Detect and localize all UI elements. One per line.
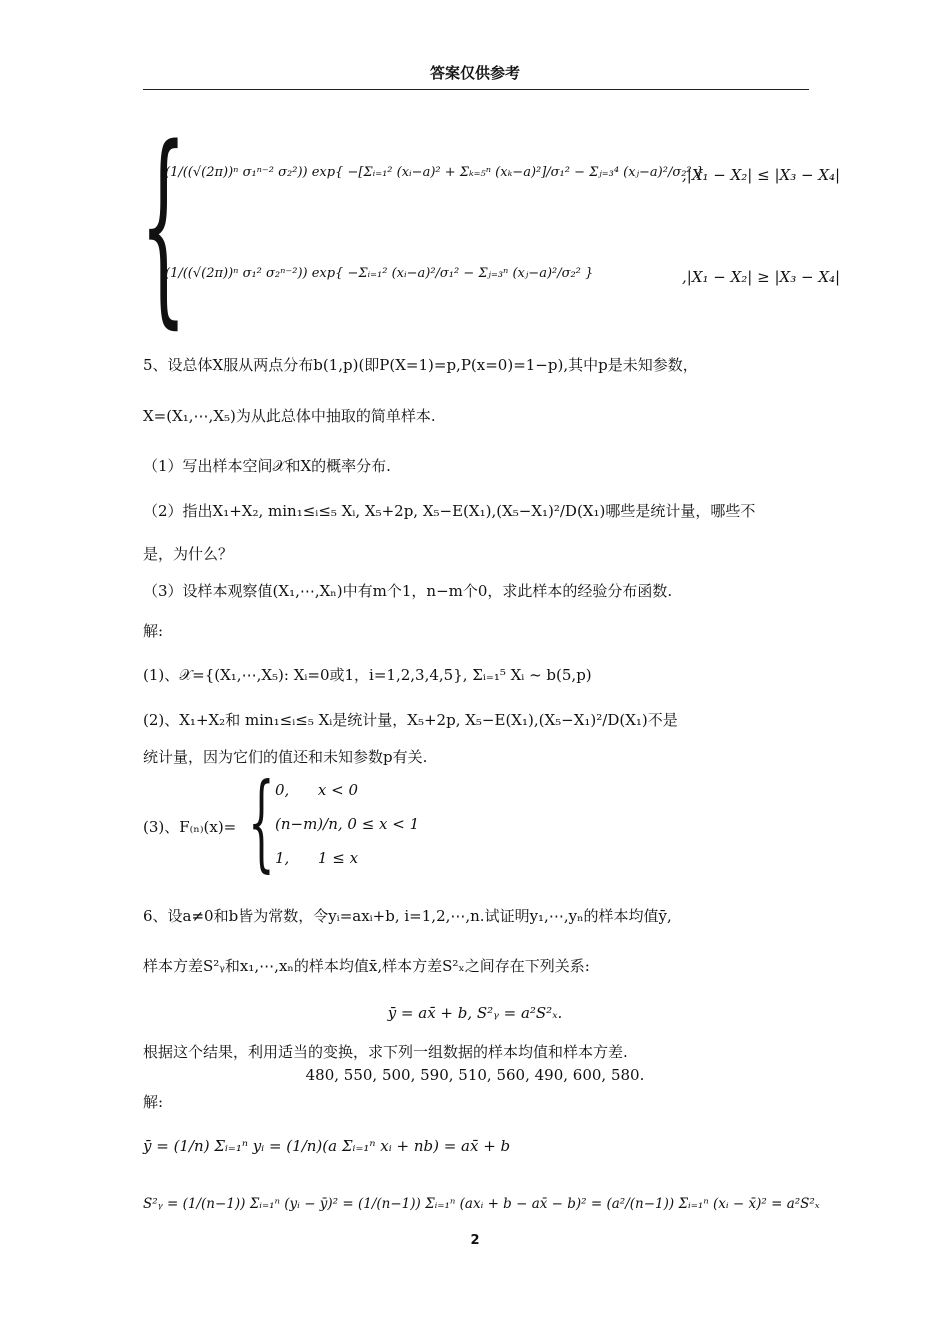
left-brace: {: [140, 102, 187, 347]
problem6-intro: 6、设a≠0和b皆为常数，令yᵢ=axᵢ+b, i=1,2,⋯,n.试证明y₁,⋯,yₙ的样本均值ȳ,: [143, 907, 672, 925]
answer-3-case-1: 0, x < 0: [275, 781, 359, 799]
problem6-data: 480, 550, 500, 590, 510, 560, 490, 600, 580.: [305, 1066, 645, 1084]
formula-row-1: (1/((√(2π))ⁿ σ₁ⁿ⁻² σ₂²)) exp{ −[Σᵢ₌₁² (xᵢ−a)² + Σₖ₌₅ⁿ (xₖ−a)²]/σ₁² − Σⱼ₌₃⁴ (xⱼ−a)²/σ₂² }: [165, 165, 705, 180]
answer-3-case-2: (n−m)/n, 0 ≤ x < 1: [275, 815, 420, 833]
problem5-answer-2-cont: 统计量，因为它们的值还和未知参数p有关.: [143, 748, 428, 766]
problem6-task: 根据这个结果，利用适当的变换，求下列一组数据的样本均值和样本方差.: [143, 1043, 628, 1061]
page-header-title: 答案仅供参考: [429, 64, 520, 82]
problem5-question-2-cont: 是，为什么？: [143, 545, 234, 563]
problem5-answer-3-label: (3)、F₍ₙ₎(x)=: [143, 818, 237, 836]
header-rule: [143, 89, 809, 90]
problem6-relation: ȳ = ax̄ + b, S²ᵧ = a²S²ₓ.: [387, 1004, 563, 1022]
problem5-solution-label: 解:: [143, 622, 164, 640]
problem6-variance-equation: S²ᵧ = (1/(n−1)) Σᵢ₌₁ⁿ (yᵢ − ȳ)² = (1/(n−1)) Σᵢ₌₁ⁿ (axᵢ + b − ax̄ − b)² = (a²/(n−1)) Σᵢ₌₁ⁿ (xᵢ − x̄)² = a²S²ₓ: [143, 1196, 820, 1212]
formula-row-2: (1/((√(2π))ⁿ σ₁² σ₂ⁿ⁻²)) exp{ −Σᵢ₌₁² (xᵢ−a)²/σ₁² − Σⱼ₌₃ⁿ (xⱼ−a)²/σ₂² }: [165, 266, 594, 281]
formula-row-1-condition: ,|X₁ − X₂| ≤ |X₃ − X₄|: [682, 166, 841, 184]
formula-row-2-condition: ,|X₁ − X₂| ≥ |X₃ − X₄|: [682, 268, 841, 286]
problem5-question-1: （1）写出样本空间𝒳和X的概率分布.: [143, 457, 391, 475]
problem6-solution-label: 解:: [143, 1093, 164, 1111]
problem5-question-3: （3）设样本观察值(X₁,⋯,Xₙ)中有m个1，n−m个0，求此样本的经验分布函数.: [143, 582, 673, 600]
problem5-answer-1: (1)、𝒳={(X₁,⋯,X₅): Xᵢ=0或1，i=1,2,3,4,5}, Σᵢ₌₁⁵ Xᵢ ~ b(5,p): [143, 666, 592, 684]
answer-3-case-3: 1, 1 ≤ x: [275, 849, 359, 867]
problem5-question-2: （2）指出X₁+X₂, min₁≤ᵢ≤₅ Xᵢ, X₅+2p, X₅−E(X₁),(X₅−X₁)²/D(X₁)哪些是统计量，哪些不: [143, 502, 756, 520]
problem5-sample: X=(X₁,⋯,X₅)为从此总体中抽取的简单样本.: [143, 407, 436, 425]
page-number: 2: [470, 1233, 480, 1248]
problem5-intro: 5、设总体X服从两点分布b(1,p)(即P(X=1)=p,P(x=0)=1−p),其中p是未知参数，: [143, 356, 698, 374]
cases-brace: {: [248, 761, 275, 883]
problem5-answer-2: (2)、X₁+X₂和 min₁≤ᵢ≤₅ Xᵢ是统计量，X₅+2p, X₅−E(X₁),(X₅−X₁)²/D(X₁)不是: [143, 711, 678, 729]
problem6-intro-2: 样本方差S²ᵧ和x₁,⋯,xₙ的样本均值x̄,样本方差S²ₓ之间存在下列关系:: [143, 957, 590, 975]
problem6-mean-equation: ȳ = (1/n) Σᵢ₌₁ⁿ yᵢ = (1/n)(a Σᵢ₌₁ⁿ xᵢ + nb) = ax̄ + b: [143, 1137, 511, 1155]
